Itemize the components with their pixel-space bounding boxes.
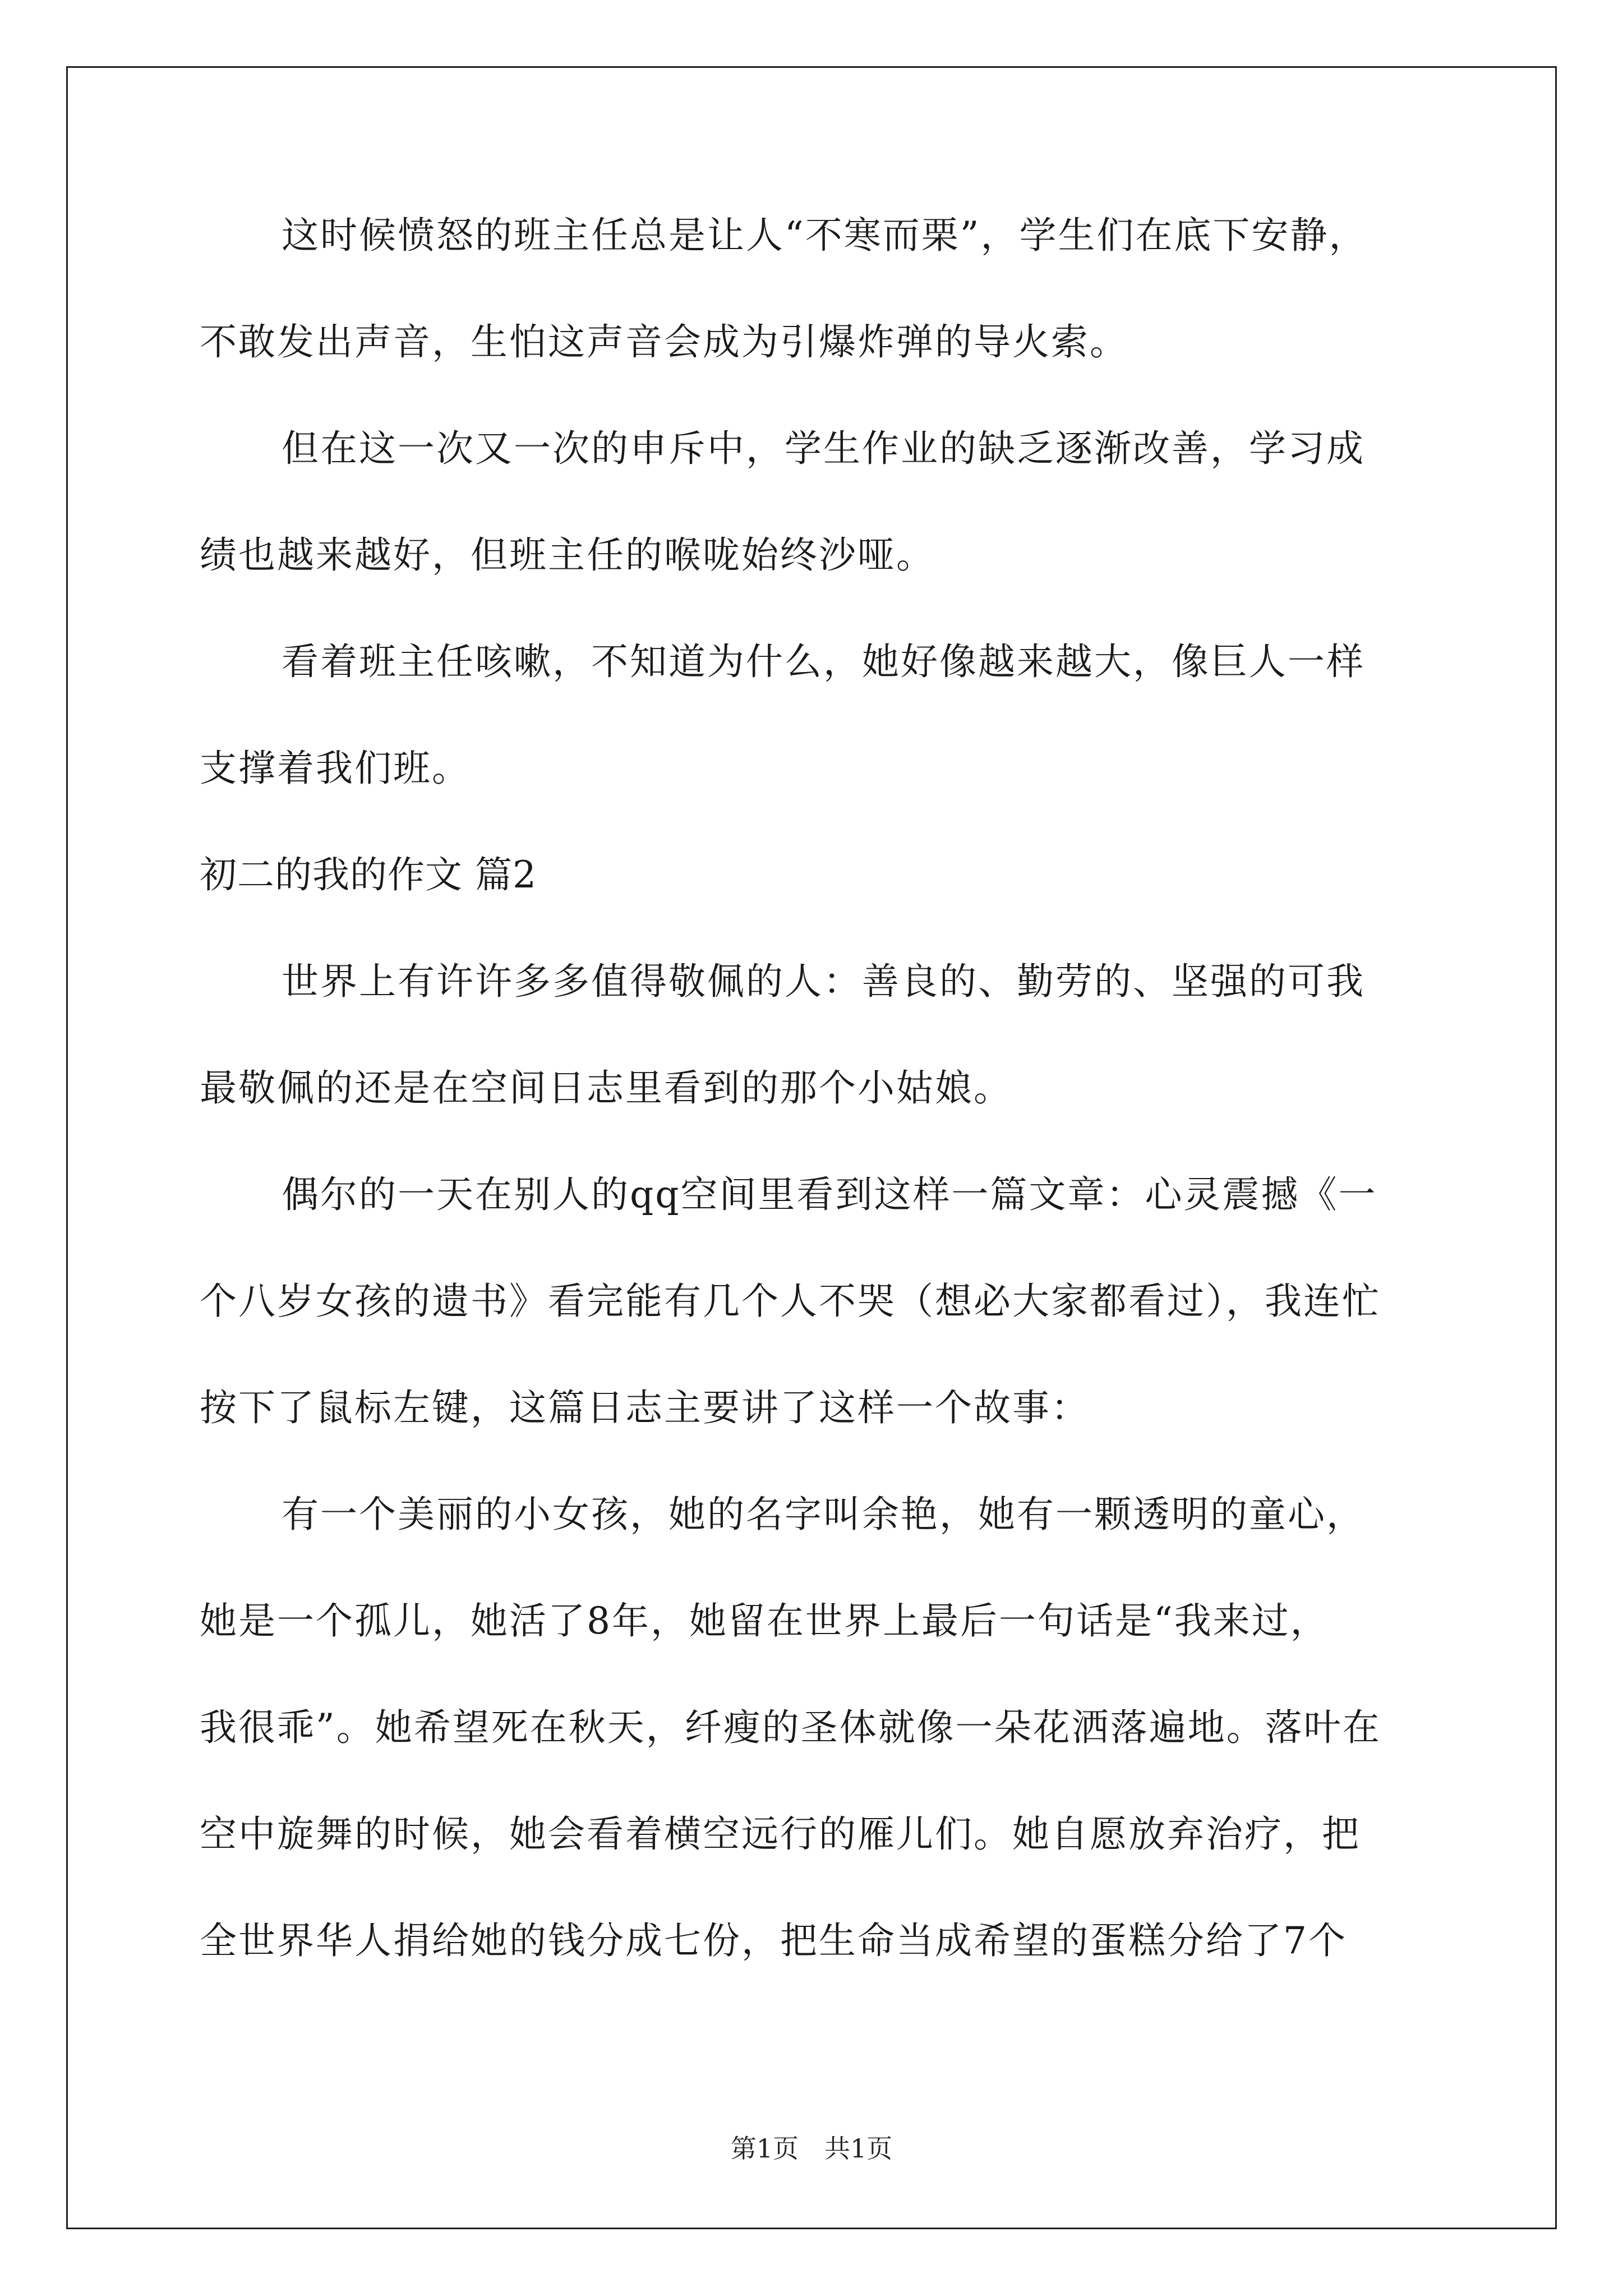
text-line: 按下了鼠标左键，这篇日志主要讲了这样一个故事： xyxy=(200,1386,1090,1429)
text-line: 世界上有许许多多值得敬佩的人：善良的、勤劳的、坚强的可我 xyxy=(282,960,1365,1003)
page-footer: 第1页 共1页 xyxy=(730,2133,893,2164)
text-line: 全世界华人捐给她的钱分成七份，把生命当成希望的蛋糕分给了7个 xyxy=(200,1919,1347,1962)
text-line: 我很乖”。她希望死在秋天，纤瘦的圣体就像一朵花洒落遍地。落叶在 xyxy=(200,1706,1381,1749)
text-line: 这时候愤怒的班主任总是让人“不寒而栗”，学生们在底下安静， xyxy=(282,214,1368,257)
text-line: 空中旋舞的时候，她会看着横空远行的雁儿们。她自愿放弃治疗，把 xyxy=(200,1812,1361,1856)
text-line: 偶尔的一天在别人的qq空间里看到这样一篇文章：心灵震撼《一 xyxy=(282,1173,1377,1216)
text-line: 个八岁女孩的遗书》看完能有几个人不哭（想必大家都看过），我连忙 xyxy=(200,1280,1381,1323)
text-line: 支撑着我们班。 xyxy=(200,747,471,790)
page-frame xyxy=(66,66,1557,2229)
text-line: 最敬佩的还是在空间日志里看到的那个小姑娘。 xyxy=(200,1066,1012,1110)
text-line: 绩也越来越好，但班主任的喉咙始终沙哑。 xyxy=(200,533,935,577)
text-line: 看着班主任咳嗽，不知道为什么，她好像越来越大，像巨人一样 xyxy=(282,640,1365,683)
text-line: 不敢发出声音，生怕这声音会成为引爆炸弹的导火索。 xyxy=(200,320,1128,364)
text-line: 她是一个孤儿，她活了8年，她留在世界上最后一句话是“我来过， xyxy=(200,1599,1329,1642)
text-line: 有一个美丽的小女孩，她的名字叫余艳，她有一颗透明的童心， xyxy=(282,1493,1365,1536)
text-line: 但在这一次又一次的申斥中，学生作业的缺乏逐渐改善，学习成 xyxy=(282,427,1365,470)
section-heading: 初二的我的作文 篇2 xyxy=(200,853,537,896)
